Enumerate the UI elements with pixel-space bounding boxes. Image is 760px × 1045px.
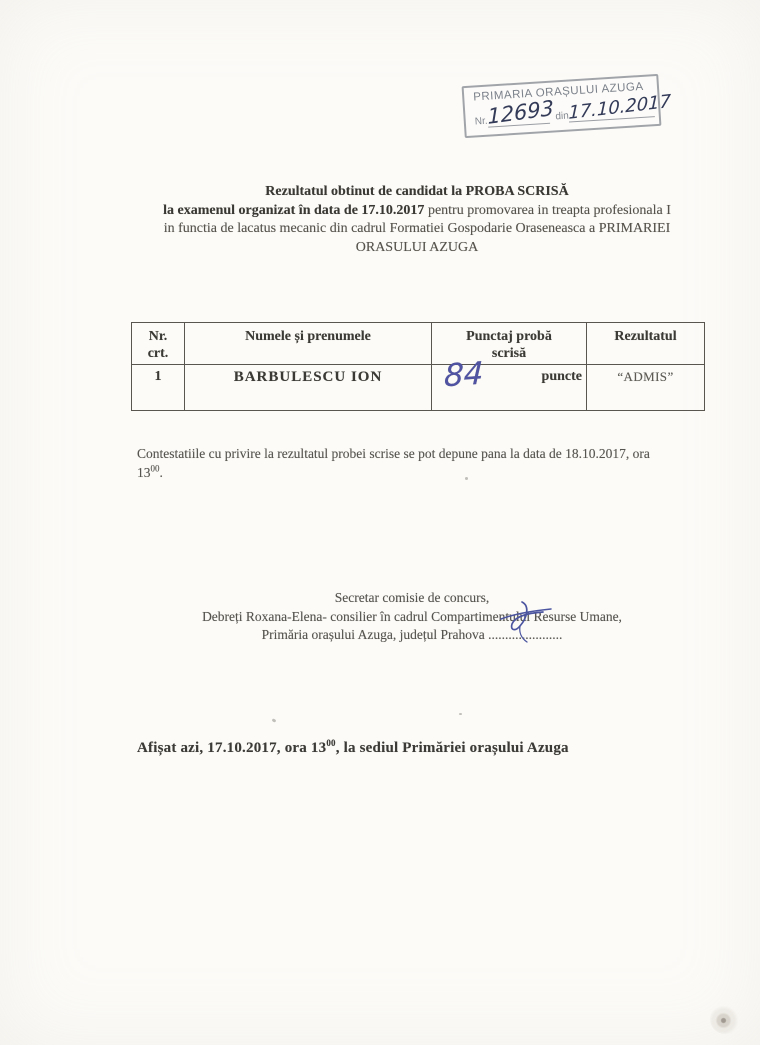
hour-superscript-footer: 00 xyxy=(326,738,336,748)
candidate-name-cell: BARBULESCU ION xyxy=(185,365,432,411)
dotted-line: ...................... xyxy=(484,627,563,642)
header-name: Numele și prenumele xyxy=(185,323,432,365)
stamp-date-underline xyxy=(568,90,672,124)
title-line-1: Rezultatul obtinut de candidat la PROBA SCRISĂ xyxy=(265,184,569,199)
contestation-paragraph xyxy=(137,444,742,482)
title-line-4: ORASULUI AZUGA xyxy=(355,239,479,255)
scan-speck xyxy=(465,477,468,480)
hour-superscript: 00 xyxy=(150,463,160,474)
signature-role-line: Secretar comisie de concurs, xyxy=(334,590,490,605)
results-table xyxy=(131,322,705,411)
result-cell: “ADMIS” xyxy=(587,365,705,411)
scan-smudge xyxy=(710,1004,740,1034)
registration-stamp xyxy=(462,74,672,138)
header-result: Rezultatul xyxy=(587,323,705,365)
header-nr-crt: Nr. crt. xyxy=(132,323,185,365)
contestation-line-2: $13^{00}$. xyxy=(137,463,163,480)
score-unit-label: puncte xyxy=(541,369,582,384)
scan-speck xyxy=(459,713,462,715)
posted-footer-line: Afișat azi, 17.10.2017, ora $13^{00}$, la sediul Primăriei orașului Azuga xyxy=(137,738,569,756)
score-cell xyxy=(432,355,587,411)
contestation-line-1: Contestatiile cu privire la rezultatul probei scrise se pot depune pana la data de 18.10.2017, ora xyxy=(137,446,650,461)
table-header-row xyxy=(132,323,705,365)
stamp-nr-value-handwritten: 12693 xyxy=(487,95,554,129)
document-title xyxy=(137,183,697,257)
scan-speck xyxy=(272,718,277,723)
signature-name-line: Debreți Roxana-Elena- consilier în cadrul Compartimentului Resurse Umane, xyxy=(202,608,622,624)
title-line-2: la examenul organizat în data de 17.10.2017 pentru promovarea in treapta profesionala I xyxy=(163,202,671,218)
stamp-org-name: PRIMARIA ORAȘULUI AZUGA xyxy=(472,80,644,104)
row-number-cell: 1 xyxy=(132,365,185,411)
handwritten-signature xyxy=(497,599,555,645)
stamp-nr-underline xyxy=(487,95,554,129)
signature-org-line: Primăria orașului Azuga, județul Prahova ...................... xyxy=(261,627,563,642)
title-line-3: in functia de lacatus mecanic din cadrul Formatiei Gospodarie Oraseneasca a PRIMARIEI xyxy=(163,221,671,236)
stamp-din-label: din xyxy=(555,110,570,123)
table-row xyxy=(132,365,705,411)
stamp-date-value-handwritten: 17.10.2017 xyxy=(568,90,672,124)
signature-block xyxy=(137,589,687,645)
score-value-handwritten: 84 xyxy=(443,355,485,395)
header-score: Punctaj probă scrisă xyxy=(432,323,587,365)
stamp-nr-label: Nr. xyxy=(474,115,488,128)
